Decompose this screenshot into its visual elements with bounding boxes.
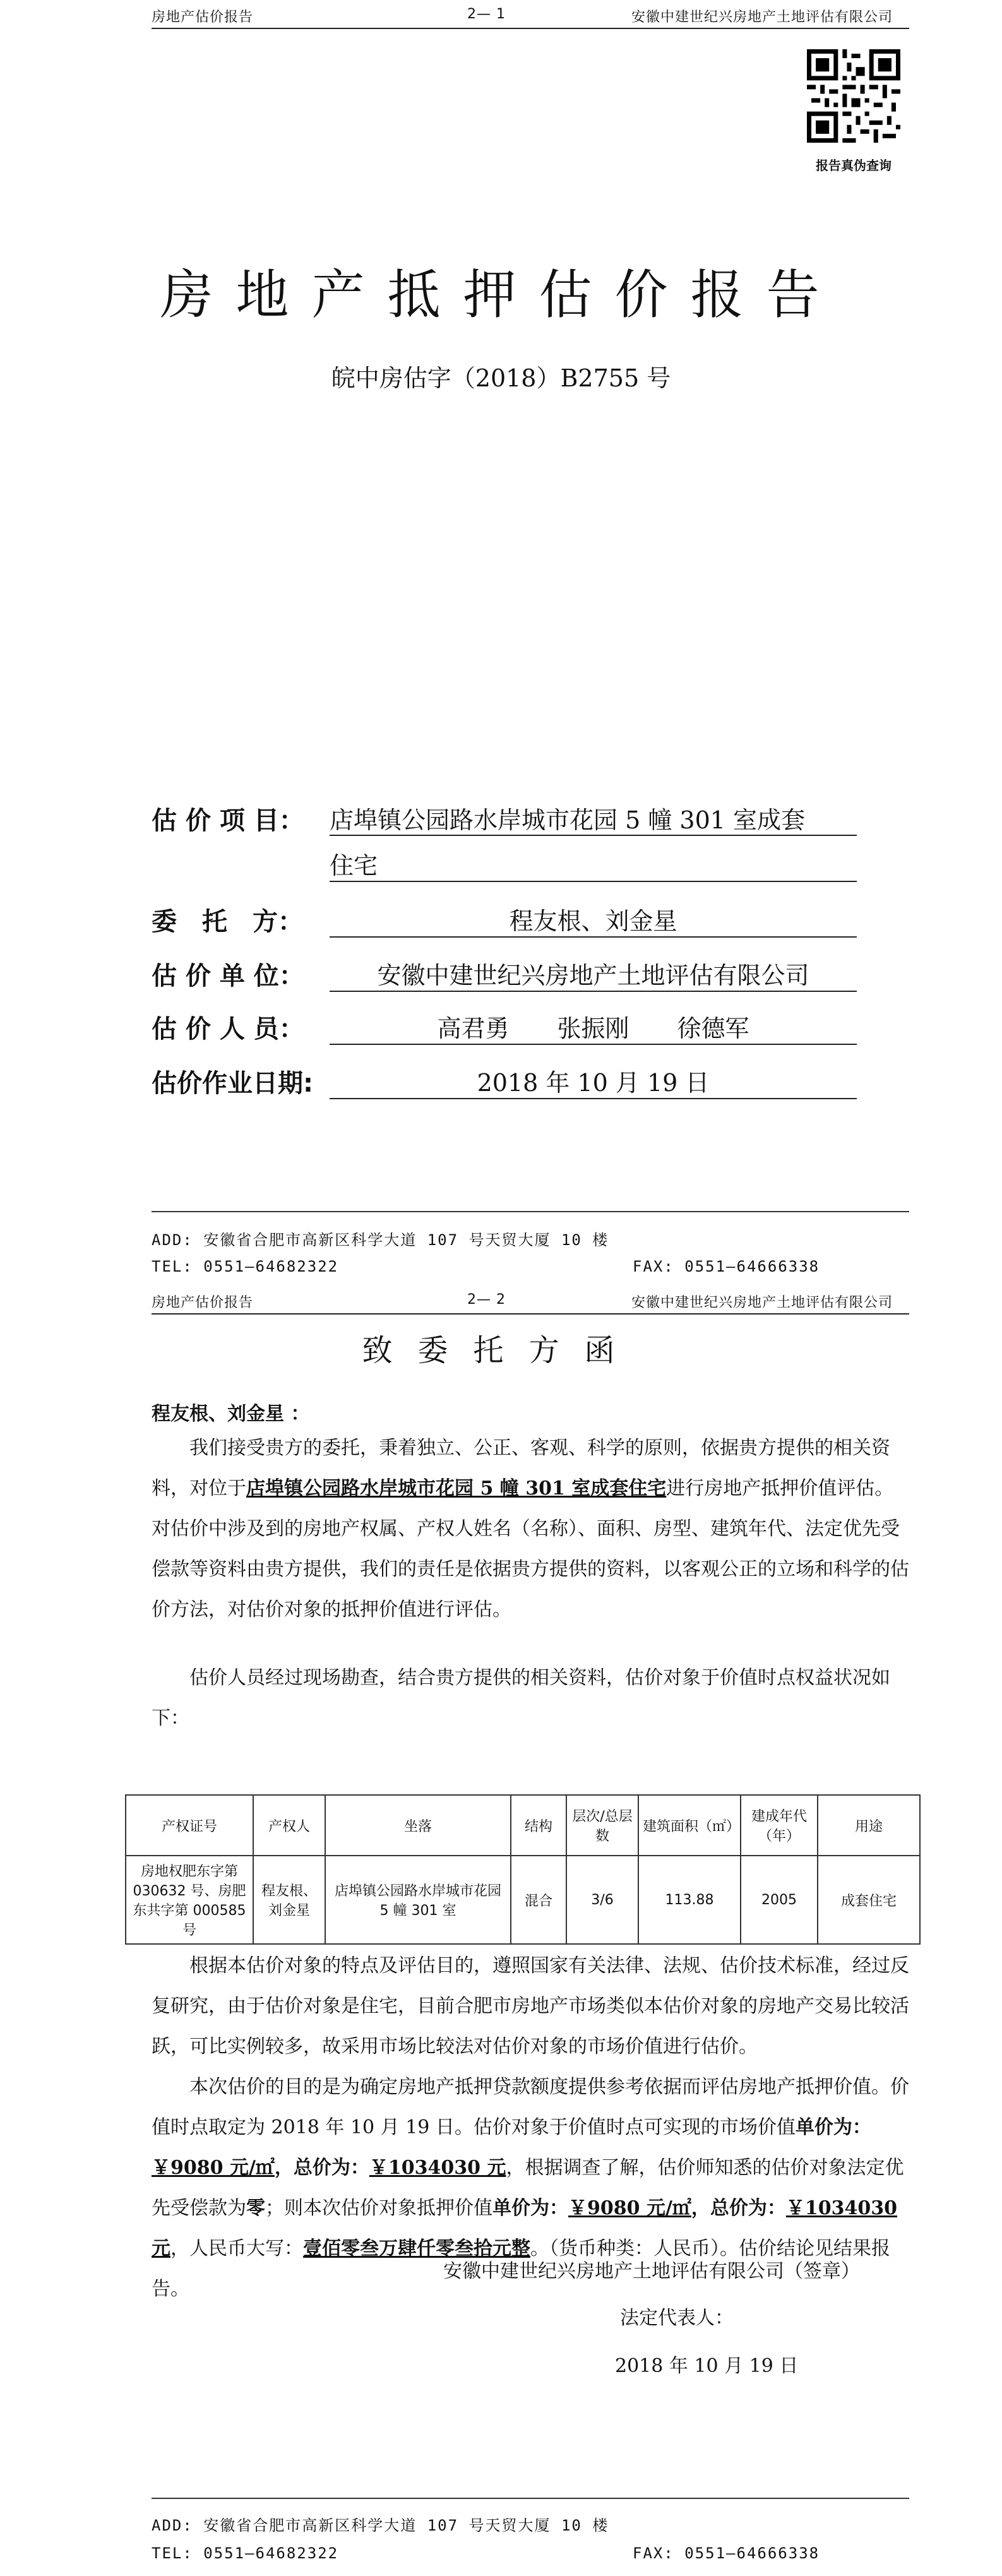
p2-text: 估价人员经过现场勘查，结合贵方提供的相关资料，估价对象于价值时点权益状况如下：: [152, 1667, 890, 1729]
p4-amount-words: 壹佰零叁万肆仟零叁拾元整: [303, 2238, 530, 2260]
page-header-left: 房地产估价报告: [152, 1295, 254, 1311]
salutation: 程友根、刘金星 ：: [152, 1403, 310, 1425]
th-cert: 产权证号: [126, 1795, 253, 1856]
footer-rule: [152, 2498, 909, 2499]
page-header-left: 房地产估价报告: [152, 9, 254, 25]
page-header-right: 安徽中建世纪兴房地产土地评估有限公司: [631, 9, 893, 25]
signature-firm: 安徽中建世纪兴房地产土地评估有限公司（签章）: [443, 2260, 860, 2282]
footer-tel: TEL: 0551—64682322: [152, 1258, 339, 1275]
cell-floors: 3/6: [566, 1856, 638, 1944]
footer-address: ADD: 安徽省合肥市高新区科学大道 107 号天贸大厦 10 楼: [152, 2517, 609, 2534]
header-rule: [152, 28, 909, 29]
footer-tel: TEL: 0551—64682322: [152, 2544, 339, 2562]
project-value-line1: 店埠镇公园路水岸城市花园 5 幢 301 室成套: [330, 806, 806, 834]
date-value: 2018 年 10 月 19 日: [330, 1063, 857, 1099]
p3-text: 根据本估价对象的特点及评估目的，遵照国家有关法律、法规、估价技术标准，经过反复研究，由于估价对象是住宅，目前合肥市房地产市场类似本估价对象的房地产交易比较活跃，可比实例较多，故采用市场比较法对估价对象的市场价值进行估价。: [152, 1955, 909, 2058]
client-value: 程友根、刘金星: [330, 902, 857, 938]
footer-fax: FAX: 0551—64666338: [633, 2544, 820, 2562]
footer-address: ADD: 安徽省合肥市高新区科学大道 107 号天贸大厦 10 楼: [152, 1231, 609, 1249]
footer-rule: [152, 1211, 909, 1212]
p1-text-c: 进行房地产抵押价值评估。对估价中涉及到的房地产权属、产权人姓名（名称）、面积、房型、建筑年代、法定优先受偿款等资料由贵方提供，我们的责任是依据贵方提供的资料，以客观公正的立场和科学的估价方法，对估价对象的抵押价值进行评估。: [152, 1477, 909, 1621]
p4-zero: 零: [246, 2197, 265, 2219]
p4-text-d: ，人民币大写：: [170, 2238, 303, 2260]
letter-title: 致委托方函: [362, 1333, 640, 1368]
paragraph-2: [152, 1658, 909, 1739]
p4-total-label: ，总价为：: [274, 2157, 369, 2179]
th-area: 建筑面积（㎡）: [638, 1795, 741, 1856]
footer-fax: FAX: 0551—64666338: [633, 1258, 820, 1275]
firm-label: 估 价 单 位：: [152, 962, 304, 991]
cell-use: 成套住宅: [818, 1856, 920, 1944]
table-row: [126, 1856, 920, 1944]
p4-unit-label: 单价为：: [795, 2116, 871, 2138]
cell-structure: 混合: [511, 1856, 566, 1944]
page-number: 2— 2: [467, 1292, 506, 1308]
property-table: [125, 1794, 921, 1945]
qr-code-icon[interactable]: [807, 49, 900, 143]
p4-text-e: 。（货币种类：人民币）。估价结论见结果报告。: [152, 2238, 890, 2300]
p1-property: 店埠镇公园路水岸城市花园 5 幢 301 室成套住宅: [246, 1477, 667, 1500]
p1-text-a: 我们接受贵方的委托，秉着独立、公正、客观、科学的原则，依据贵方提供的相关资料，对位于: [152, 1437, 890, 1500]
th-floors: 层次/总层数: [566, 1795, 638, 1856]
table-header-row: [126, 1795, 920, 1856]
header-rule: [152, 1313, 909, 1315]
signature-date: 2018 年 10 月 19 日: [615, 2355, 799, 2377]
th-location: 坐落: [325, 1795, 511, 1856]
appraisers-label: 估 价 人 员：: [152, 1015, 304, 1044]
cell-year: 2005: [741, 1856, 818, 1944]
p4-total-value-2: ￥1034030 元: [152, 2197, 898, 2260]
p4-total-value: ￥1034030 元: [369, 2157, 506, 2179]
project-label: 估 价 项 目：: [152, 806, 304, 835]
report-number: 皖中房估字（2018）B2755 号: [331, 364, 671, 392]
th-owner: 产权人: [253, 1795, 325, 1856]
p4-text-b: ，根据调查了解，估价师知悉的估价对象法定优先受偿款为: [152, 2157, 904, 2219]
cell-area: 113.88: [638, 1856, 741, 1944]
p4-unit-value: ￥9080 元/㎡: [152, 2157, 275, 2179]
project-underline-1: [330, 835, 857, 836]
appraisers-value: 高君勇 张振刚 徐德军: [330, 1009, 857, 1045]
page-header-right: 安徽中建世纪兴房地产土地评估有限公司: [631, 1295, 893, 1311]
paragraph-3: [152, 1946, 909, 2067]
page-number: 2— 1: [467, 6, 506, 22]
qr-verify-label: 报告真伪查询: [816, 158, 892, 173]
th-year: 建成年代（年）: [741, 1795, 818, 1856]
cell-owner: 程友根、刘金星: [253, 1856, 325, 1944]
cell-location: 店埠镇公园路水岸城市花园 5 幢 301 室: [325, 1856, 511, 1944]
date-label: 估价作业日期:: [152, 1069, 313, 1098]
p4-unit-value-2: ￥9080 元/㎡: [568, 2197, 691, 2219]
p4-unit-label-2: 单价为：: [492, 2197, 568, 2219]
th-use: 用途: [818, 1795, 920, 1856]
paragraph-1: [152, 1428, 909, 1630]
p4-total-label-2: ，总价为：: [691, 2197, 786, 2219]
report-title: 房地产抵押估价报告: [160, 264, 842, 326]
client-label: 委 托 方：: [152, 907, 303, 936]
project-value-line2: 住宅: [330, 846, 857, 882]
p4-text-c: ；则本次估价对象抵押价值: [265, 2197, 492, 2219]
firm-value: 安徽中建世纪兴房地产土地评估有限公司: [330, 956, 857, 992]
th-structure: 结构: [511, 1795, 566, 1856]
p4-text-a: 本次估价的目的是为确定房地产抵押贷款额度提供参考依据而评估房地产抵押价值。价值时点取定为 2018 年 10 月 19 日。估价对象于价值时点可实现的市场价值: [152, 2076, 909, 2138]
cell-cert: 房地权肥东字第 030632 号、房肥东共字第 000585 号: [126, 1856, 253, 1944]
signature-representative: 法定代表人：: [620, 2307, 734, 2329]
